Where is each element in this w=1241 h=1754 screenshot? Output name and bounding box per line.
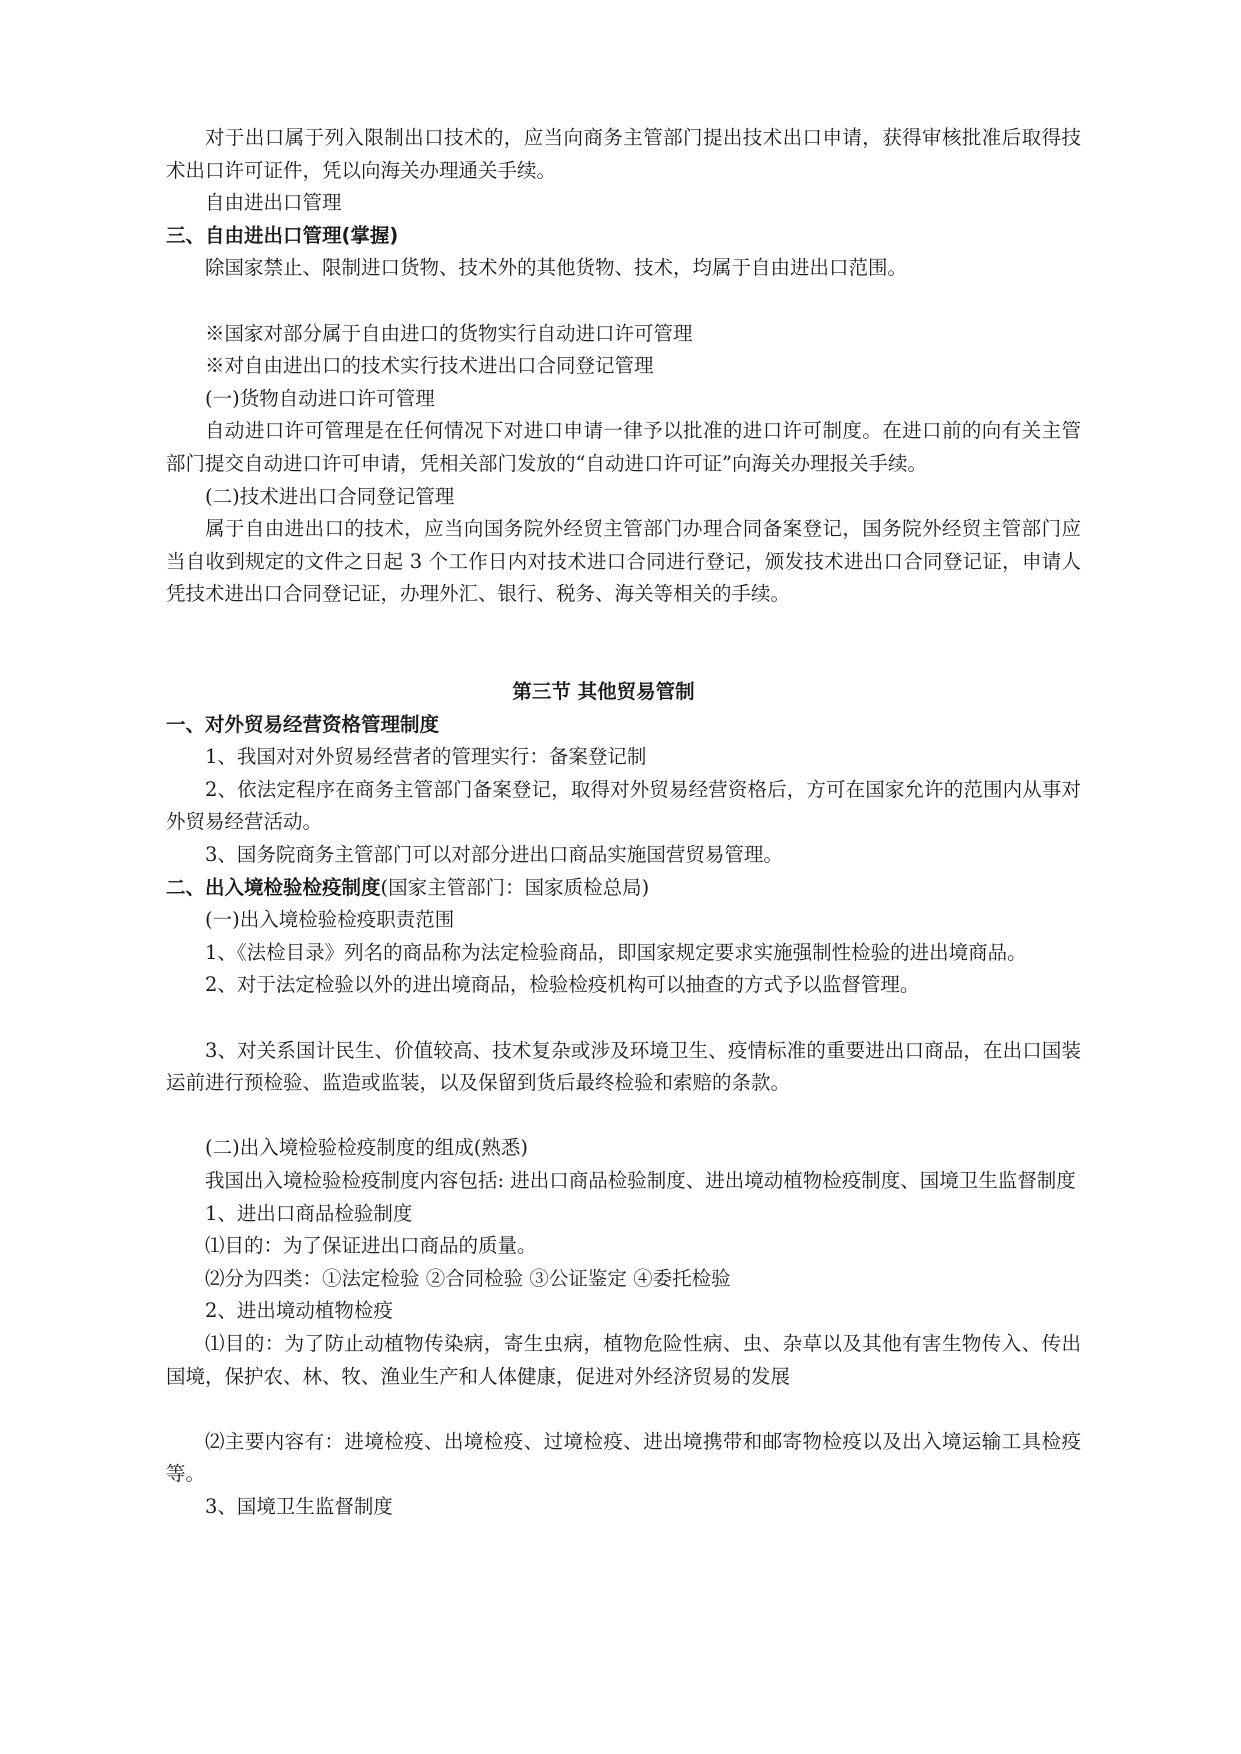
paragraph: (一)出入境检验检疫职责范围 [205,908,455,932]
blank-line [166,1100,1081,1133]
section-heading-note: (国家主管部门：国家质检总局) [380,875,650,899]
paragraph: 3、对关系国计民生、价值较高、技术复杂或涉及环境卫生、疫情标准的重要进出口商品，在出口国装运前进行预检验、监造或监装，以及保留到货后最终检验和索赔的条款。 [166,1038,1081,1095]
section-heading [166,709,1081,742]
paragraph: ⑴目的：为了保证进出口商品的质量。 [205,1234,537,1258]
paragraph: ※国家对部分属于自由进口的货物实行自动进口许可管理 [205,321,693,345]
paragraph: ⑵主要内容有：进境检疫、出境检疫、过境检疫、进出境携带和邮寄物检疫以及出入境运输工具检疫等。 [166,1429,1081,1486]
paragraph: 1、《法检目录》列名的商品称为法定检验商品，即国家规定要求实施强制性检验的进出境商品。 [205,940,1027,964]
paragraph: 1、我国对对外贸易经营者的管理实行：备案登记制 [205,745,647,769]
blank-line [166,1393,1081,1426]
blank-line [166,1002,1081,1035]
section-heading-text: 一、对外贸易经营资格管理制度 [166,712,440,736]
paragraph: (二)出入境检验检疫制度的组成(熟悉) [205,1136,528,1160]
paragraph: 自由进出口管理 [205,191,342,215]
paragraph: (二)技术进出口合同登记管理 [205,484,455,508]
blank-line [166,285,1081,318]
paragraph: ⑵分为四类：①法定检验 ②合同检验 ③公证鉴定 ④委托检验 [205,1266,731,1290]
paragraph: 除国家禁止、限制进口货物、技术外的其他货物、技术，均属于自由进出口范围。 [205,256,908,280]
section-heading-text: 二、出入境检验检疫制度 [166,875,381,899]
paragraph: 2、依法定程序在商务主管部门备案登记，取得对外贸易经营资格后，方可在国家允许的范围内从事对外贸易经营活动。 [166,777,1081,834]
paragraph: 对于出口属于列入限制出口技术的，应当向商务主管部门提出技术出口申请，获得审核批准后取得技术出口许可证件，凭以向海关办理通关手续。 [166,126,1081,182]
section-heading [166,872,1081,905]
section-heading [166,220,1081,253]
paragraph: 1、进出口商品检验制度 [205,1201,413,1225]
paragraph: 3、国境卫生监督制度 [205,1494,393,1518]
paragraph: 2、进出境动植物检疫 [205,1299,393,1323]
paragraph: 3、国务院商务主管部门可以对部分进出口商品实施国营贸易管理。 [205,843,783,867]
paragraph: ⑴目的：为了防止动植物传染病，寄生虫病，植物危险性病、虫、杂草以及其他有害生物传入、传出国境，保护农、林、牧、渔业生产和人体健康，促进对外经济贸易的发展 [166,1331,1081,1388]
document-body [166,122,1081,1524]
paragraph: 属于自由进出口的技术，应当向国务院外经贸主管部门办理合同备案登记，国务院外经贸主管部门应当自收到规定的文件之日起 3 个工作日内对技术进口合同进行登记，颁发技术进出口合同登记证，申请人凭技术进出口合同登记证，办理外汇、银行、税务、海关等相关的手续。 [166,517,1081,606]
paragraph: 2、对于法定检验以外的进出境商品，检验检疫机构可以抽查的方式予以监督管理。 [205,973,920,997]
paragraph: 我国出入境检验检疫制度内容包括: 进出口商品检验制度、进出境动植物检疫制度、国境卫生监督制度 [205,1169,1076,1192]
section-heading-text: 三、自由进出口管理(掌握) [166,223,399,247]
blank-line [166,611,1081,676]
paragraph: 自动进口许可管理是在任何情况下对进口申请一律予以批准的进口许可制度。在进口前的向有关主管部门提交自动进口许可申请，凭相关部门发放的“自动进口许可证”向海关办理报关手续。 [166,419,1081,475]
chapter-section-title: 第三节 其他贸易管制 [512,680,695,704]
paragraph: (一)货物自动进口许可管理 [205,386,435,410]
paragraph: ※对自由进出口的技术实行技术进出口合同登记管理 [205,354,654,378]
